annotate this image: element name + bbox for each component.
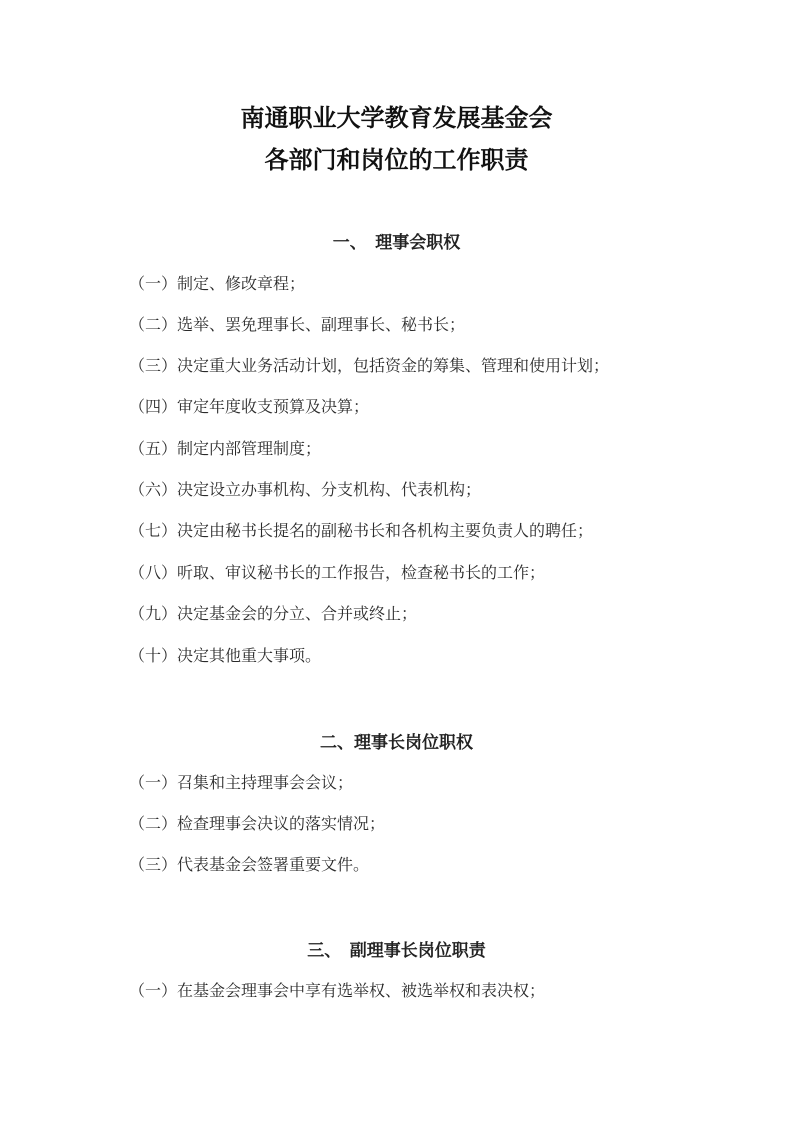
section-heading-vice-chairman-duties: 三、 副理事长岗位职责 [307,941,486,961]
document-title-line1: 南通职业大学教育发展基金会 [240,104,553,132]
list-item: （九）决定基金会的分立、合并或终止； [129,604,418,623]
list-item: （一）召集和主持理事会会议； [129,773,354,792]
list-item: （二）检查理事会决议的落实情况； [129,814,386,833]
document-title-line2: 各部门和岗位的工作职责 [264,146,529,174]
list-item: （三）代表基金会签署重要文件。 [129,855,370,874]
list-item: （十）决定其他重大事项。 [129,646,322,665]
list-item: （二）选举、罢免理事长、副理事长、秘书长； [129,315,466,334]
list-item: （三）决定重大业务活动计划，包括资金的筹集、管理和使用计划； [129,356,610,375]
list-item: （七）决定由秘书长提名的副秘书长和各机构主要负责人的聘任； [129,521,594,540]
list-item: （六）决定设立办事机构、分支机构、代表机构； [129,480,482,499]
list-item: （一）制定、修改章程； [129,274,306,293]
section-heading-board-powers: 一、 理事会职权 [332,233,461,253]
list-item: （一）在基金会理事会中享有选举权、被选举权和表决权； [129,981,546,1000]
list-item: （五）制定内部管理制度； [129,439,322,458]
list-item: （八）听取、审议秘书长的工作报告，检查秘书长的工作； [129,563,546,582]
list-item: （四）审定年度收支预算及决算； [129,397,370,416]
section-heading-chairman-powers: 二、理事长岗位职权 [320,733,473,753]
